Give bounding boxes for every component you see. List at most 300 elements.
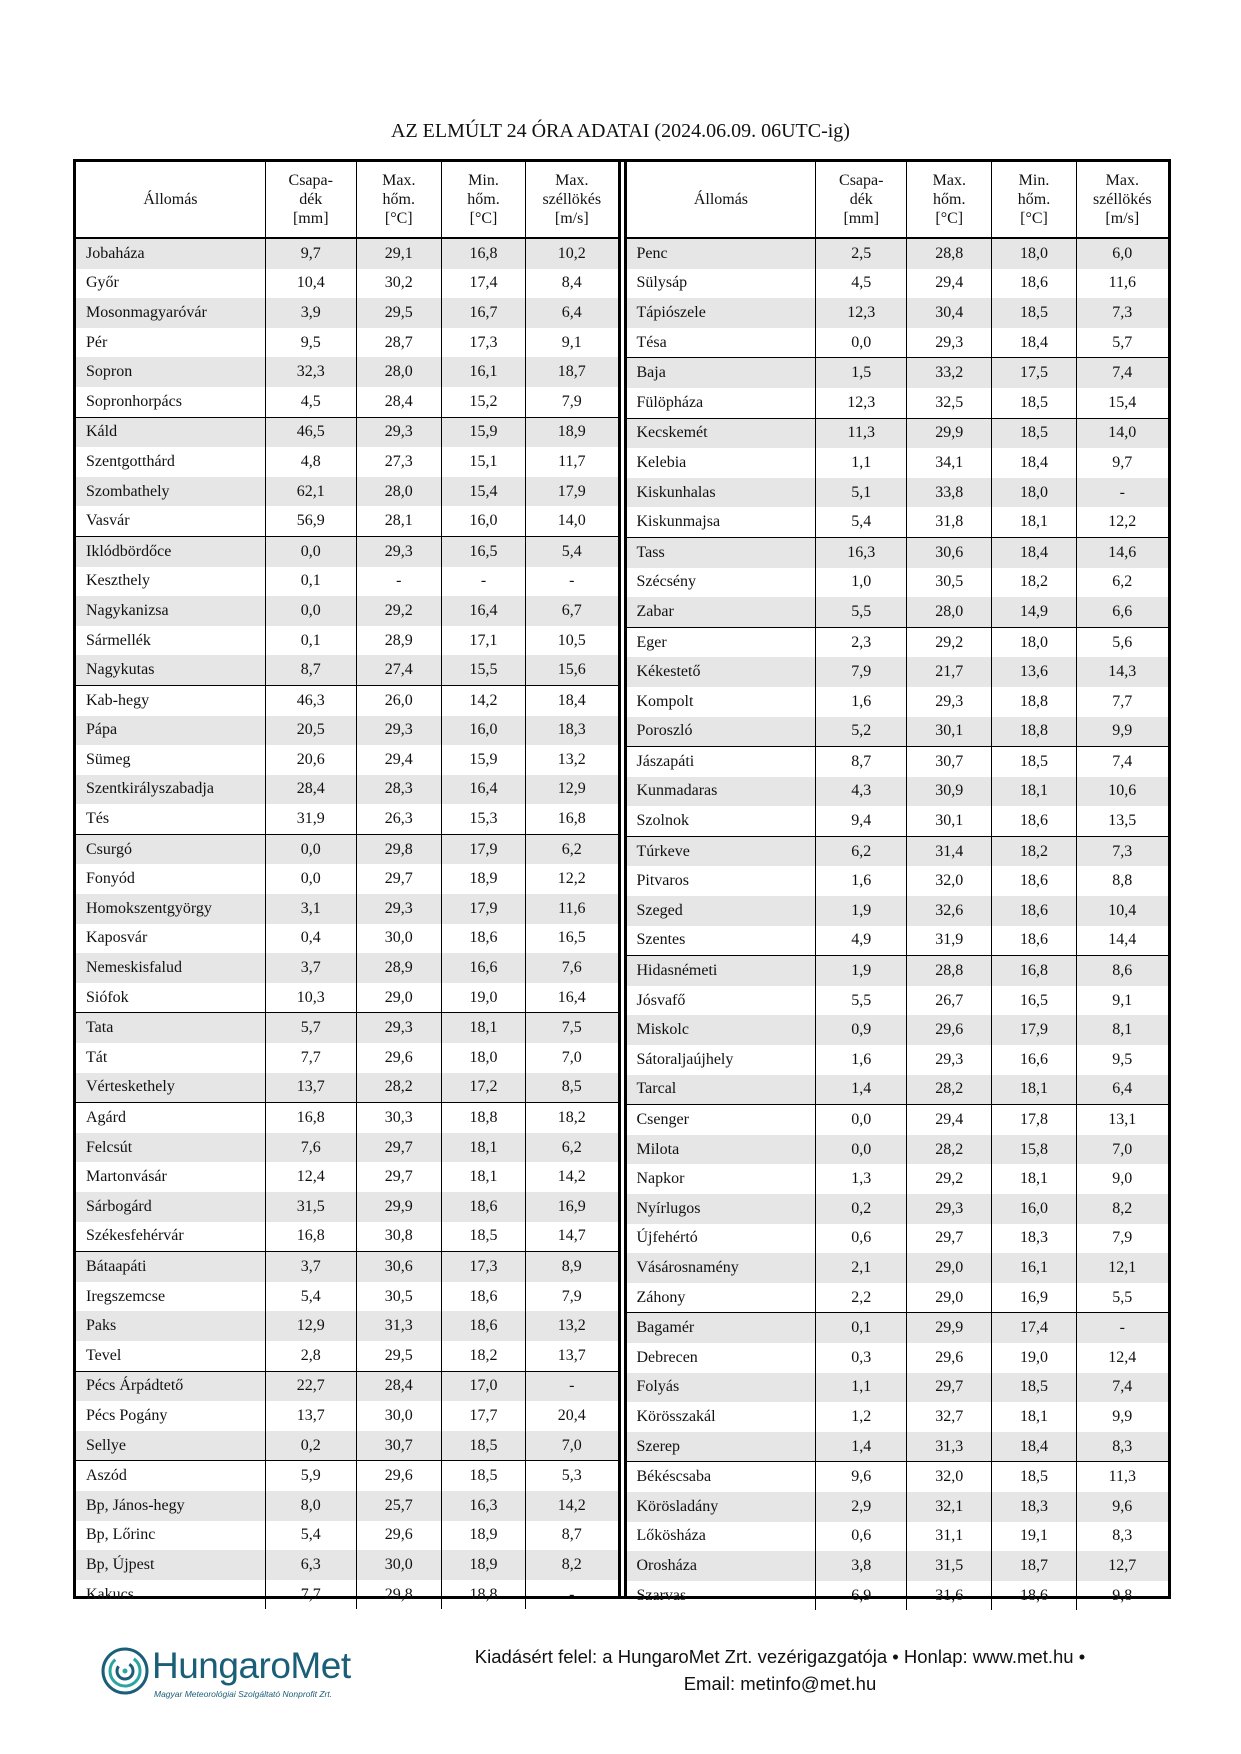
- station-name-cell: Milota: [627, 1135, 816, 1165]
- value-cell: 7,9: [526, 1282, 618, 1312]
- table-row: [76, 536, 618, 566]
- value-cell: 29,5: [356, 1341, 441, 1371]
- value-cell: 1,2: [816, 1402, 907, 1432]
- station-name-cell: Siófok: [86, 988, 129, 1006]
- value-cell: 13,7: [526, 1341, 618, 1371]
- value-cell: 15,3: [441, 804, 525, 834]
- value-cell: 7,7: [265, 1043, 356, 1073]
- value-cell: 13,2: [526, 1311, 618, 1341]
- value-cell: 0,1: [816, 1313, 907, 1343]
- value-cell: 6,2: [1076, 568, 1168, 598]
- value-cell: 26,7: [907, 986, 992, 1016]
- value-cell: 0,6: [816, 1522, 907, 1552]
- station-name-cell: Szentes: [636, 931, 686, 949]
- value-cell: 18,9: [526, 417, 618, 447]
- value-cell: 17,0: [441, 1371, 525, 1401]
- logo-wordmark: HungaroMet: [152, 1645, 351, 1686]
- value-cell: 17,3: [441, 328, 525, 358]
- station-name-cell: Győr: [86, 274, 119, 292]
- value-cell: 1,1: [816, 448, 907, 478]
- header-text: Állomás: [693, 191, 749, 208]
- station-name-cell: Napkor: [636, 1170, 685, 1188]
- value-cell: 26,3: [356, 804, 441, 834]
- value-cell: 1,9: [816, 956, 907, 986]
- value-cell: 18,1: [441, 1013, 525, 1043]
- table-row: [76, 506, 618, 536]
- value-cell: 29,9: [356, 1192, 441, 1222]
- value-cell: 5,6: [1076, 627, 1168, 657]
- table-row: [627, 537, 1169, 567]
- header-text: Csapa-: [839, 172, 884, 189]
- value-cell: 34,1: [907, 448, 992, 478]
- header-text: [mm]: [843, 210, 880, 227]
- hungaromet-logo: [100, 1643, 360, 1703]
- value-cell: -: [526, 1371, 618, 1401]
- table-row: [76, 1252, 618, 1282]
- value-cell: 18,1: [992, 777, 1076, 807]
- table-row: [76, 716, 618, 746]
- value-cell: 29,6: [356, 1043, 441, 1073]
- value-cell: 29,6: [907, 1343, 992, 1373]
- table-row: [76, 1491, 618, 1521]
- station-name-cell: Körösszakál: [636, 1407, 716, 1425]
- value-cell: 4,9: [816, 926, 907, 956]
- table-row: [76, 269, 618, 299]
- value-cell: 2,2: [816, 1283, 907, 1313]
- value-cell: 15,4: [441, 477, 525, 507]
- value-cell: 18,6: [992, 269, 1076, 299]
- value-cell: 29,4: [356, 745, 441, 775]
- station-name-cell: Újfehértó: [636, 1229, 698, 1247]
- station-name-cell: Lőkösháza: [636, 1527, 706, 1545]
- value-cell: 33,2: [907, 358, 992, 388]
- table-row: [627, 1581, 1169, 1611]
- value-cell: 32,6: [907, 896, 992, 926]
- header-text: hőm.: [1017, 191, 1051, 208]
- value-cell: 29,3: [356, 536, 441, 566]
- value-cell: 7,9: [1076, 1224, 1168, 1254]
- value-cell: 16,5: [441, 536, 525, 566]
- value-cell: 5,4: [526, 536, 618, 566]
- right-header-cell: [816, 162, 907, 238]
- table-row: [76, 477, 618, 507]
- value-cell: 18,2: [992, 836, 1076, 866]
- left-header-cell: [356, 162, 441, 238]
- value-cell: 30,6: [356, 1252, 441, 1282]
- value-cell: 9,1: [526, 328, 618, 358]
- value-cell: 3,7: [265, 953, 356, 983]
- value-cell: 16,1: [441, 357, 525, 387]
- value-cell: 2,8: [265, 1341, 356, 1371]
- table-row: [76, 1013, 618, 1043]
- value-cell: 5,7: [265, 1013, 356, 1043]
- value-cell: 15,9: [441, 417, 525, 447]
- value-cell: 29,7: [356, 864, 441, 894]
- value-cell: 13,2: [526, 745, 618, 775]
- value-cell: 16,3: [441, 1491, 525, 1521]
- value-cell: 18,6: [441, 1192, 525, 1222]
- value-cell: 31,6: [907, 1581, 992, 1611]
- value-cell: 32,0: [907, 866, 992, 896]
- left-header-cell: [265, 162, 356, 238]
- header-text: [°C]: [469, 210, 498, 227]
- station-name-cell: Debrecen: [636, 1348, 698, 1366]
- value-cell: 16,8: [265, 1222, 356, 1252]
- station-name-cell: Kompolt: [636, 692, 694, 710]
- table-row: [76, 775, 618, 805]
- value-cell: 8,9: [526, 1252, 618, 1282]
- value-cell: 7,9: [816, 657, 907, 687]
- station-name-cell: Sármellék: [86, 631, 151, 649]
- value-cell: 0,1: [265, 626, 356, 656]
- value-cell: 17,8: [992, 1105, 1076, 1135]
- station-name-cell: Szarvas: [636, 1586, 687, 1604]
- value-cell: 3,9: [265, 298, 356, 328]
- header-text: hőm.: [933, 191, 966, 208]
- table-row: [76, 953, 618, 983]
- header-text: [m/s]: [554, 210, 589, 227]
- station-name-cell: Nagykutas: [76, 655, 265, 685]
- value-cell: 5,5: [816, 597, 907, 627]
- value-cell: 7,7: [265, 1580, 356, 1610]
- station-name-cell: Tata: [76, 1013, 265, 1043]
- table-row: [76, 1311, 618, 1341]
- value-cell: 30,7: [356, 1431, 441, 1461]
- value-cell: 1,3: [816, 1164, 907, 1194]
- station-name-cell: Kunmadaras: [627, 777, 816, 807]
- station-name-cell: Tés: [86, 810, 110, 828]
- station-name-cell: Nagykanizsa: [76, 596, 265, 626]
- table-row: [627, 1253, 1169, 1283]
- value-cell: 30,9: [907, 777, 992, 807]
- value-cell: 16,0: [441, 716, 525, 746]
- table-row: [627, 836, 1169, 866]
- value-cell: 29,2: [907, 1164, 992, 1194]
- value-cell: 30,7: [907, 747, 992, 777]
- value-cell: 29,7: [907, 1224, 992, 1254]
- value-cell: 10,6: [1076, 777, 1168, 807]
- value-cell: 15,1: [441, 447, 525, 477]
- value-cell: 12,9: [526, 775, 618, 805]
- value-cell: 2,3: [816, 627, 907, 657]
- value-cell: 29,3: [356, 894, 441, 924]
- value-cell: 18,1: [992, 1075, 1076, 1105]
- value-cell: 18,6: [992, 896, 1076, 926]
- value-cell: 18,8: [441, 1103, 525, 1133]
- header-text: [°C]: [935, 210, 964, 227]
- station-name-cell: Kaposvár: [86, 929, 148, 947]
- value-cell: 18,0: [992, 627, 1076, 657]
- value-cell: 16,4: [526, 983, 618, 1013]
- value-cell: 14,4: [1076, 926, 1168, 956]
- table-row: [627, 687, 1169, 717]
- value-cell: 30,3: [356, 1103, 441, 1133]
- value-cell: 18,4: [992, 328, 1076, 358]
- value-cell: 9,8: [1076, 1581, 1168, 1611]
- value-cell: 18,1: [992, 1402, 1076, 1432]
- table-row: [76, 238, 618, 269]
- table-row: [76, 1192, 618, 1222]
- value-cell: 6,3: [265, 1550, 356, 1580]
- value-cell: 29,0: [907, 1253, 992, 1283]
- value-cell: 13,7: [265, 1401, 356, 1431]
- value-cell: 18,6: [441, 924, 525, 954]
- value-cell: 31,8: [907, 507, 992, 537]
- value-cell: 14,9: [992, 597, 1076, 627]
- value-cell: 18,5: [992, 1462, 1076, 1492]
- value-cell: 31,9: [907, 926, 992, 956]
- value-cell: 18,7: [992, 1551, 1076, 1581]
- value-cell: 31,4: [907, 836, 992, 866]
- value-cell: 18,3: [992, 1224, 1076, 1254]
- value-cell: 18,4: [992, 1432, 1076, 1462]
- right-header-cell: [1076, 162, 1168, 238]
- value-cell: 10,3: [265, 983, 356, 1013]
- table-row: [627, 627, 1169, 657]
- station-name-cell: Kiskunmajsa: [636, 513, 721, 531]
- value-cell: 17,5: [992, 358, 1076, 388]
- table-row: [76, 1521, 618, 1551]
- value-cell: 18,5: [441, 1461, 525, 1491]
- table-row: [627, 328, 1169, 358]
- value-cell: 7,4: [1076, 358, 1168, 388]
- station-name-cell: Kiskunhalas: [627, 478, 816, 508]
- value-cell: 4,5: [816, 269, 907, 299]
- station-name-cell: Bagamér: [627, 1313, 816, 1343]
- table-row: [76, 894, 618, 924]
- station-name-cell: Jósvafő: [636, 991, 686, 1009]
- header-text: Min.: [1018, 172, 1050, 189]
- table-row: [627, 657, 1169, 687]
- right-header-cell: [992, 162, 1076, 238]
- header-text: dék: [299, 191, 323, 208]
- value-cell: 1,6: [816, 1045, 907, 1075]
- value-cell: 18,5: [992, 418, 1076, 448]
- value-cell: 16,8: [526, 804, 618, 834]
- value-cell: 9,9: [1076, 1402, 1168, 1432]
- header-text: Max.: [555, 172, 589, 189]
- right-header-cell: [907, 162, 992, 238]
- value-cell: 5,5: [816, 986, 907, 1016]
- value-cell: 16,8: [441, 238, 525, 269]
- value-cell: 3,8: [816, 1551, 907, 1581]
- station-name-cell: Eger: [627, 627, 816, 657]
- value-cell: 4,3: [816, 777, 907, 807]
- station-name-cell: Nyírlugos: [627, 1194, 816, 1224]
- station-name-cell: Pápa: [76, 716, 265, 746]
- station-name-cell: Pécs Pogány: [86, 1406, 168, 1424]
- value-cell: 15,2: [441, 387, 525, 417]
- table-row: [76, 1103, 618, 1133]
- value-cell: 17,3: [441, 1252, 525, 1282]
- value-cell: 1,9: [816, 896, 907, 926]
- header-text: széllökés: [542, 191, 602, 208]
- value-cell: 28,7: [356, 328, 441, 358]
- table-row: [627, 298, 1169, 328]
- value-cell: 18,6: [992, 1581, 1076, 1611]
- value-cell: 28,2: [907, 1135, 992, 1165]
- value-cell: 7,0: [1076, 1135, 1168, 1165]
- value-cell: 18,6: [992, 806, 1076, 836]
- value-cell: 8,1: [1076, 1015, 1168, 1045]
- value-cell: 20,5: [265, 716, 356, 746]
- value-cell: -: [356, 567, 441, 597]
- value-cell: 16,5: [992, 986, 1076, 1016]
- table-row: [76, 1282, 618, 1312]
- value-cell: 14,2: [526, 1491, 618, 1521]
- value-cell: 11,3: [816, 418, 907, 448]
- value-cell: 17,9: [526, 477, 618, 507]
- value-cell: 18,8: [992, 687, 1076, 717]
- table-row: [627, 1164, 1169, 1194]
- right-station-table: [627, 162, 1169, 1610]
- station-name-cell: Sümeg: [86, 750, 131, 768]
- value-cell: 12,4: [1076, 1343, 1168, 1373]
- table-row: [76, 1341, 618, 1371]
- value-cell: 10,4: [265, 269, 356, 299]
- value-cell: 18,9: [441, 864, 525, 894]
- value-cell: 7,9: [526, 387, 618, 417]
- value-cell: 4,8: [265, 447, 356, 477]
- value-cell: 0,2: [265, 1431, 356, 1461]
- table-row: [627, 1224, 1169, 1254]
- value-cell: 12,3: [816, 298, 907, 328]
- page-footer: [0, 1635, 1241, 1715]
- station-name-cell: Poroszló: [627, 717, 816, 747]
- value-cell: 9,1: [1076, 986, 1168, 1016]
- value-cell: 28,4: [265, 775, 356, 805]
- value-cell: 18,4: [526, 685, 618, 715]
- value-cell: 13,7: [265, 1073, 356, 1103]
- value-cell: 46,5: [265, 417, 356, 447]
- table-row: [627, 1015, 1169, 1045]
- station-name-cell: Mosonmagyaróvár: [76, 298, 265, 328]
- value-cell: 30,5: [356, 1282, 441, 1312]
- value-cell: 29,8: [356, 834, 441, 864]
- value-cell: 31,1: [907, 1522, 992, 1552]
- table-row: [627, 777, 1169, 807]
- value-cell: 17,7: [441, 1401, 525, 1431]
- value-cell: 18,6: [992, 866, 1076, 896]
- station-name-cell: Bátaapáti: [76, 1252, 265, 1282]
- table-row: [76, 626, 618, 656]
- table-row: [627, 1343, 1169, 1373]
- value-cell: 18,5: [992, 298, 1076, 328]
- value-cell: 31,9: [265, 804, 356, 834]
- table-row: [76, 804, 618, 834]
- station-name-cell: Iklódbördőce: [76, 536, 265, 566]
- value-cell: 56,9: [265, 506, 356, 536]
- value-cell: 28,8: [907, 238, 992, 269]
- value-cell: 18,1: [441, 1133, 525, 1163]
- station-name-cell: Fülöpháza: [636, 393, 704, 411]
- value-cell: 28,1: [356, 506, 441, 536]
- value-cell: 25,7: [356, 1491, 441, 1521]
- station-name-cell: Szeged: [627, 896, 816, 926]
- value-cell: 8,8: [1076, 866, 1168, 896]
- value-cell: 6,7: [526, 596, 618, 626]
- value-cell: 28,3: [356, 775, 441, 805]
- value-cell: 5,4: [265, 1521, 356, 1551]
- table-row: [627, 1492, 1169, 1522]
- value-cell: 21,7: [907, 657, 992, 687]
- header-text: [mm]: [292, 210, 329, 227]
- value-cell: 17,9: [441, 894, 525, 924]
- station-name-cell: Pér: [86, 333, 108, 351]
- station-name-cell: Jászapáti: [627, 747, 816, 777]
- value-cell: 29,8: [356, 1580, 441, 1610]
- value-cell: 5,2: [816, 717, 907, 747]
- table-row: [627, 926, 1169, 956]
- table-row: [627, 1373, 1169, 1403]
- station-name-cell: Tápiószele: [627, 298, 816, 328]
- value-cell: 7,5: [526, 1013, 618, 1043]
- value-cell: 0,0: [265, 864, 356, 894]
- table-row: [627, 896, 1169, 926]
- table-row: [627, 1462, 1169, 1492]
- table-row: [76, 596, 618, 626]
- value-cell: 15,5: [441, 655, 525, 685]
- header-text: széllökés: [1092, 191, 1152, 208]
- value-cell: 14,7: [526, 1222, 618, 1252]
- station-name-cell: Bp, János-hegy: [76, 1491, 265, 1521]
- station-name-cell: Tarcal: [627, 1075, 816, 1105]
- station-name-cell: Szerep: [627, 1432, 816, 1462]
- value-cell: 30,0: [356, 1550, 441, 1580]
- value-cell: 8,7: [265, 655, 356, 685]
- value-cell: 12,3: [816, 388, 907, 418]
- value-cell: 1,1: [816, 1373, 907, 1403]
- value-cell: 28,4: [356, 387, 441, 417]
- table-row: [76, 1580, 618, 1610]
- table-row: [627, 418, 1169, 448]
- station-name-cell: Folyás: [627, 1373, 816, 1403]
- table-row: [627, 568, 1169, 598]
- value-cell: 12,2: [1076, 507, 1168, 537]
- header-text: [°C]: [384, 210, 413, 227]
- value-cell: 8,5: [526, 1073, 618, 1103]
- value-cell: 17,9: [992, 1015, 1076, 1045]
- value-cell: 18,1: [992, 507, 1076, 537]
- value-cell: 18,5: [992, 388, 1076, 418]
- station-name-cell: Tass: [627, 537, 816, 567]
- table-row: [76, 328, 618, 358]
- value-cell: -: [526, 1580, 618, 1610]
- value-cell: 2,1: [816, 1253, 907, 1283]
- value-cell: 14,2: [441, 685, 525, 715]
- value-cell: 7,0: [526, 1431, 618, 1461]
- left-header-cell: [76, 162, 265, 238]
- table-row: [76, 685, 618, 715]
- value-cell: 0,2: [816, 1194, 907, 1224]
- station-name-cell: Tésa: [636, 333, 667, 351]
- right-table-body: [627, 238, 1169, 1610]
- left-table-panel: [76, 162, 621, 1603]
- value-cell: 3,1: [265, 894, 356, 924]
- table-row: [627, 1402, 1169, 1432]
- table-row: [627, 1283, 1169, 1313]
- value-cell: 1,6: [816, 866, 907, 896]
- left-table-body: [76, 238, 618, 1609]
- table-row: [76, 1461, 618, 1491]
- station-name-cell: Zabar: [627, 597, 816, 627]
- value-cell: 29,2: [907, 627, 992, 657]
- value-cell: 7,7: [1076, 687, 1168, 717]
- header-text: Max.: [932, 172, 966, 189]
- value-cell: 0,0: [816, 328, 907, 358]
- value-cell: 18,8: [992, 717, 1076, 747]
- value-cell: 4,5: [265, 387, 356, 417]
